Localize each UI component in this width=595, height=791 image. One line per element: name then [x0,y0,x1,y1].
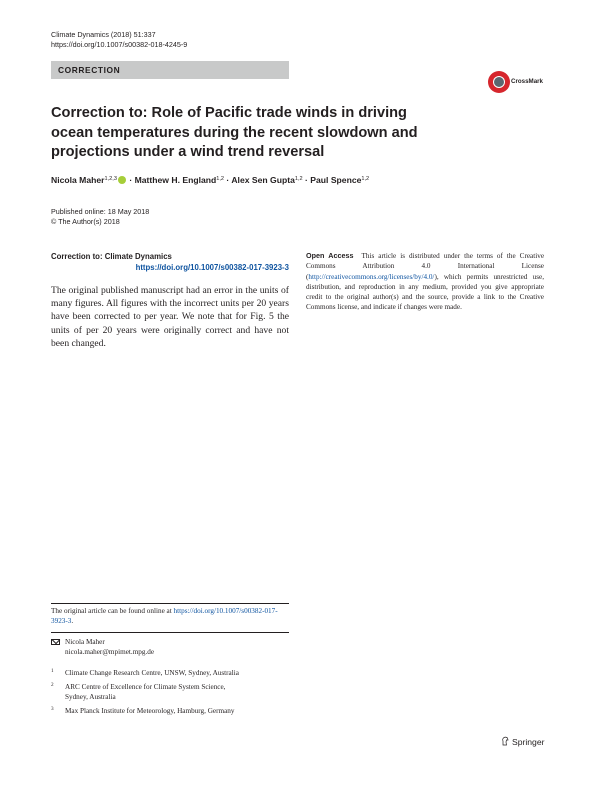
open-access-statement [306,251,544,313]
section-label: CORRECTION [58,65,121,75]
correction-label: Correction to: Climate Dynamics [51,252,172,261]
affiliation-number: 3 [51,706,54,712]
author-name[interactable]: Matthew H. England [134,175,217,185]
correction-reference [51,252,289,273]
affiliation-text: Sydney, Australia [65,693,116,701]
contact-email[interactable]: nicola.maher@mpimet.mpg.de [65,648,155,656]
author-affiliation: 1,2,3 [104,176,117,182]
section-banner [51,61,289,79]
author-separator: · [126,175,135,185]
open-access-text: This article is distributed under the terms of the Creative Commons Attribution 4.0 International License ( [306,252,545,281]
publisher-logo [501,736,544,747]
original-note-text: The original article can be found online at [51,607,174,615]
mail-icon [51,639,60,645]
contact-divider [51,632,289,633]
body-paragraph: The original published manuscript had an error in the units of many figures. All figures with the incorrect units per 20 years have been corrected to per year. We note that for Fig. 5 the units of per 20 years were originally correct and have not been changed. [51,285,289,349]
affiliation-text: Max Planck Institute for Meteorology, Hamburg, Germany [65,707,235,715]
affiliation-list [51,668,289,720]
published-date: Published online: 18 May 2018 [51,207,150,216]
author-affiliation: 1,2 [361,176,370,182]
crossmark-button[interactable] [485,69,545,97]
affiliation-item [51,682,289,702]
orcid-icon[interactable] [118,176,126,184]
original-article-link[interactable]: https://doi.org/10.1007/s00382-017-3923-3 [51,607,278,625]
springer-horse-icon [501,736,509,746]
affiliation-text: ARC Centre of Excellence for Climate System Science, [65,683,226,691]
author-affiliation: 1,2 [216,176,225,182]
open-access-label: Open Access [306,251,354,260]
footnote-divider [51,603,289,604]
correction-doi-link[interactable]: https://doi.org/10.1007/s00382-017-3923-3 [135,262,289,272]
crossmark-label: CrossMark [511,78,543,85]
publisher-name: Springer [512,737,545,747]
author-separator: · [224,175,232,185]
copyright-line: © The Author(s) 2018 [51,217,120,226]
article-title: Correction to: Role of Pacific trade winds in driving ocean temperatures during the recent slowdown and projections under a wind trend reversal [51,105,418,160]
open-access-text-end: ), which permits unrestricted use, distribution, and reproduction in any medium, provided you give appropriate credit to the original author(s) and the source, provide a link to the Creative Commons license, and indicate if changes were made. [306,272,544,312]
affiliation-number: 1 [51,668,54,674]
affiliation-item [51,706,289,716]
journal-citation: Climate Dynamics (2018) 51:337 [51,30,156,39]
contact-name: Nicola Maher [65,638,105,646]
affiliation-number: 2 [51,682,54,688]
author-name[interactable]: Alex Sen Gupta [231,175,295,185]
author-name[interactable]: Paul Spence [310,175,362,185]
article-doi: https://doi.org/10.1007/s00382-018-4245-9 [51,40,188,49]
author-separator: · [302,175,311,185]
author-name[interactable]: Nicola Maher [51,175,105,185]
author-affiliation: 1,2 [294,176,303,182]
original-article-note [51,606,289,626]
publication-info [51,207,149,227]
original-note-suffix: . [71,617,74,625]
author-list [51,175,369,185]
affiliation-item [51,668,289,678]
journal-header [51,30,187,50]
crossmark-icon-center [494,77,504,87]
license-link[interactable]: http://creativecommons.org/licenses/by/4.0/ [308,272,435,281]
affiliation-text: Climate Change Research Centre, UNSW, Sydney, Australia [65,669,239,677]
